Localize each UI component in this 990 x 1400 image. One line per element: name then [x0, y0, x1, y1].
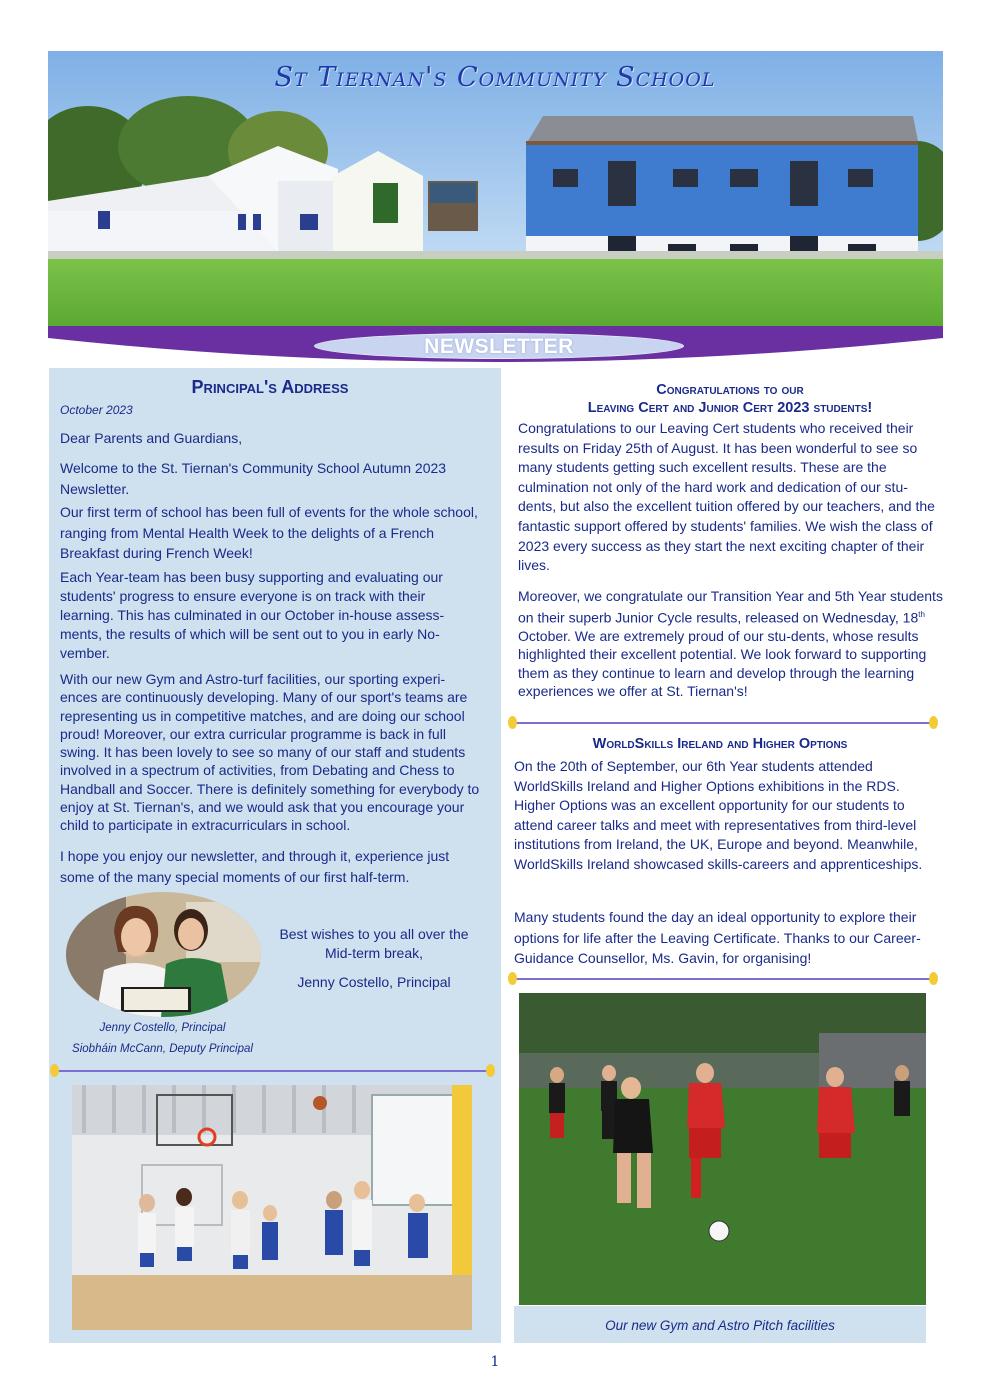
- newsletter-banner: [314, 333, 684, 359]
- divider-dot-left: [50, 1064, 59, 1077]
- facilities-caption: Our new Gym and Astro Pitch facilities: [605, 1318, 835, 1333]
- principal-paragraph-5: I hope you enjoy our newsletter, and through it, experience just some of the many special moments of our first half-term.: [60, 848, 450, 885]
- principal-paragraph-4: With our new Gym and Astro-turf facilities, our sporting experi-ences are continuously developing. Many of our sport's teams are representing us in competitive matches, and are doing our school proud! Moreover, our extra curricular programme is back in full swing. It has been lovely to see so many of our staff and students involved in a spectrum of activities, from Debating and Chess to Handball and Soccer. There is definitely something for everybody to enjoy at St. Tiernan's, and we would ask that you encourage your child to participate in extracurriculars in school.: [60, 671, 480, 834]
- principal-signoff: Jenny Costello, Principal: [297, 974, 451, 990]
- right-divider-2: [513, 978, 933, 980]
- worldskills-paragraph-2: Many students found the day an ideal opportunity to explore their options for life after the Leaving Certificate. Thanks to our Career-Guidance Counsellor, Ms. Gavin, for organising!: [514, 909, 921, 966]
- worldskills-paragraph-1: On the 20th of September, our 6th Year students attended WorldSkills Ireland and Higher Options exhibitions in the RDS. Higher Options was an excellent opportunity for our students to attend career talks and meet with representatives from third-level institutions from Ireland, the UK, Europe and beyond. Meanwhile, WorldSkills Ireland showcased skills-careers and apprenticeships.: [514, 758, 923, 872]
- photo-caption-principal: Jenny Costello, Principal: [99, 1022, 226, 1034]
- best-wishes: Best wishes to you all over the Mid-term break,: [279, 926, 469, 961]
- congrats-paragraph-2-a: Moreover, we congratulate our Transition Year and 5th Year students on their superb Junior Cycle results, released on Wednesday, 18: [518, 588, 943, 626]
- divider-dot-left: [508, 716, 517, 729]
- newsletter-label: NEWSLETTER: [424, 335, 574, 358]
- congrats-heading-line-1: Congratulations to our: [656, 382, 804, 398]
- principal-date: October 2023: [60, 403, 133, 417]
- divider-dot-left: [508, 972, 517, 985]
- date-suffix: th: [918, 609, 925, 619]
- principals-photo: [66, 892, 261, 1017]
- basketball-photo: [72, 1085, 472, 1330]
- school-name-title: St Tiernan's Community School: [274, 62, 716, 93]
- congrats-heading-line-2: Leaving Cert and Junior Cert 2023 students!: [587, 400, 873, 416]
- right-divider-1: [513, 722, 933, 724]
- congrats-paragraph-1: Congratulations to our Leaving Cert students who received their results on Friday 25th of August. It has been wonderful to see so many students getting such excellent results. These are the culmination not only of the hard work and dedication of our stu-dents, but also the excellent tuition offered by our teachers, and the fantastic support offered by students' families. We wish the class of 2023 every success as they start the next exciting chapter of their lives.: [518, 420, 935, 574]
- principal-paragraph-1: Welcome to the St. Tiernan's Community School Autumn 2023 Newsletter.: [60, 460, 447, 497]
- divider-dot-right: [486, 1064, 495, 1077]
- principal-paragraph-2: Our first term of school has been full of events for the whole school, ranging from Mental Health Week to the delights of a French Breakfast during French Week!: [60, 504, 478, 561]
- principal-heading: Principal's Address: [191, 377, 349, 397]
- divider-dot-right: [929, 972, 938, 985]
- left-divider: [55, 1070, 490, 1072]
- page-number: 1: [490, 1354, 500, 1370]
- divider-dot-right: [929, 716, 938, 729]
- congrats-paragraph-2-b: October. We are extremely proud of our stu-dents, whose results highlighted their excellent potential. We look forward to supporting them as they continue to learn and develop through the learning experiences we offer at St. Tiernan's!: [518, 627, 927, 700]
- worldskills-heading: WorldSkills Ireland and Higher Options: [592, 736, 848, 752]
- congrats-paragraph-2: [518, 587, 943, 701]
- principal-paragraph-3: Each Year-team has been busy supporting and evaluating our students' progress to ensure everyone is on track with their learning. This has culminated in our October in-house assess-ments, the results of which will be sent out to you in early No-vember.: [60, 569, 445, 661]
- congrats-heading: [505, 381, 955, 417]
- football-photo: [519, 993, 926, 1305]
- photo-caption-deputy: Siobháin McCann, Deputy Principal: [72, 1043, 253, 1055]
- salutation: Dear Parents and Guardians,: [60, 430, 243, 446]
